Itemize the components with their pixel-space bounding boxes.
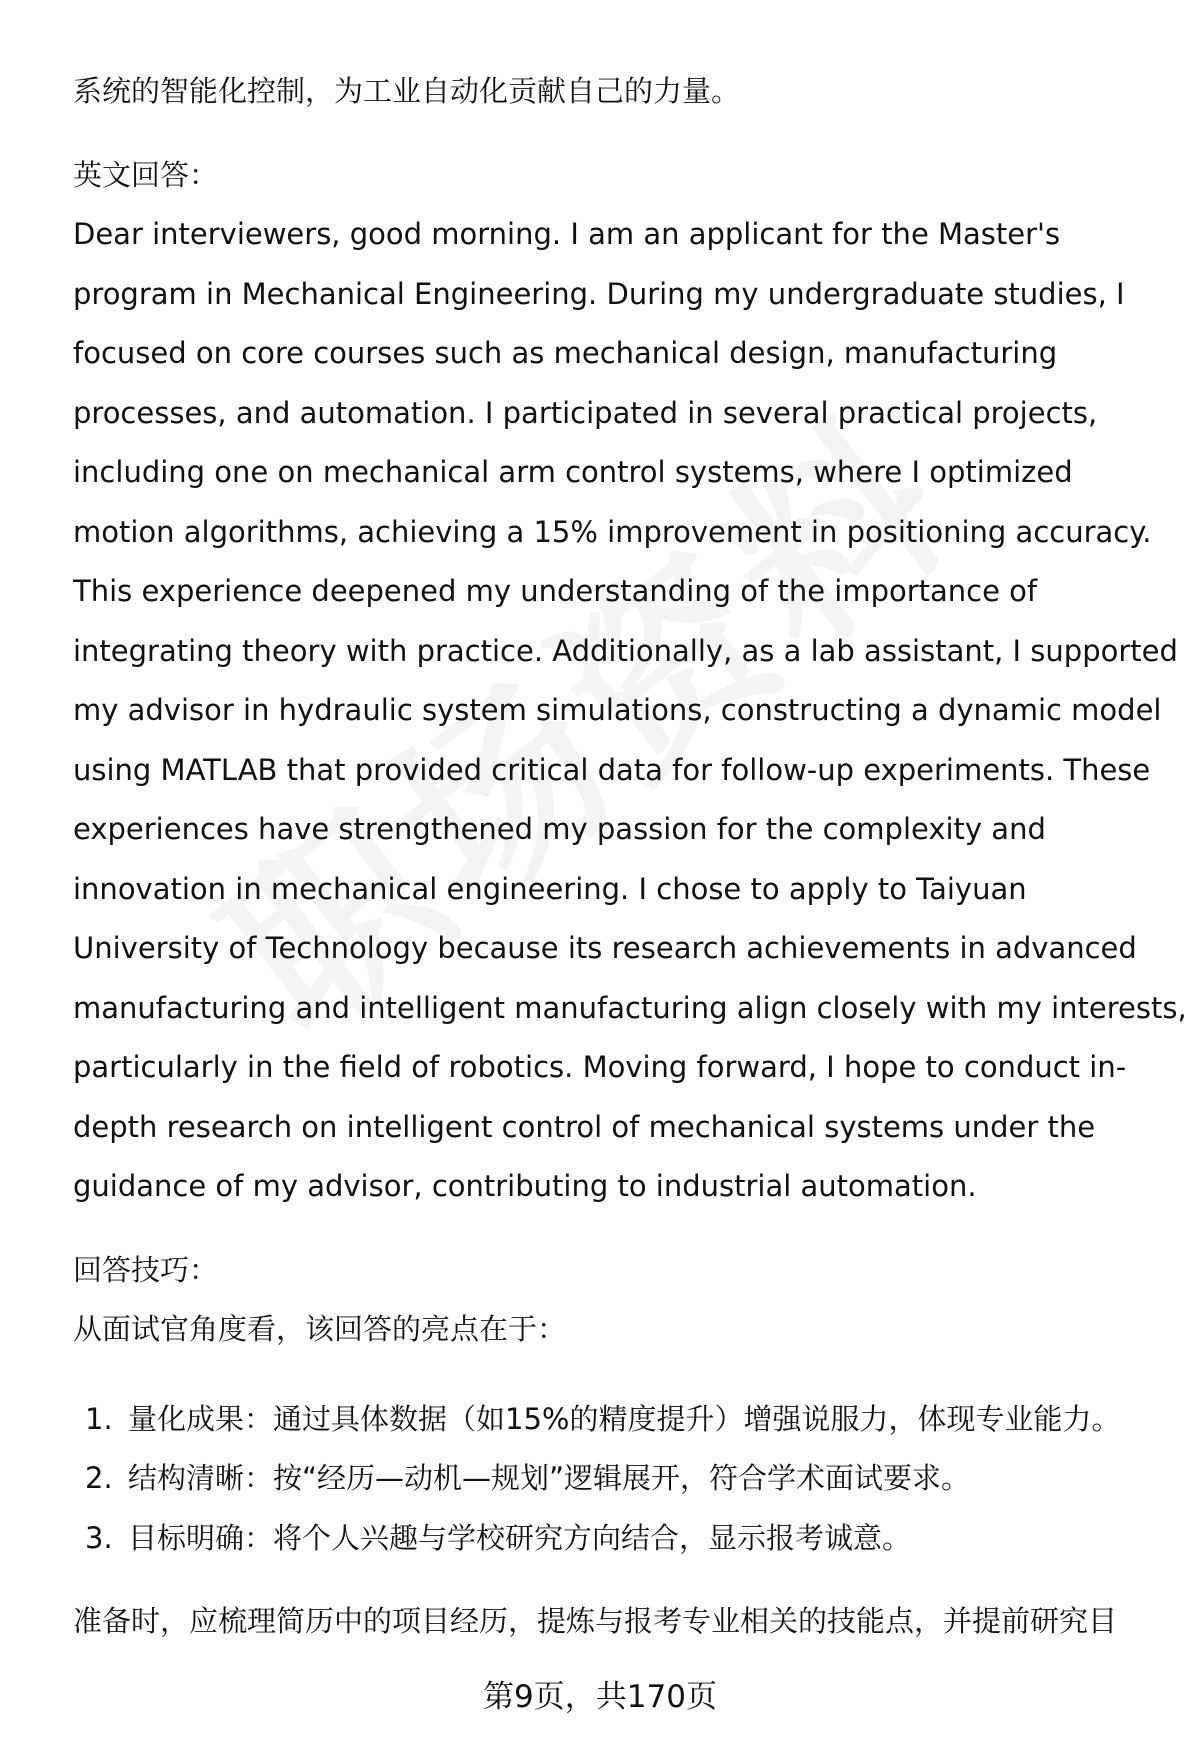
english-answer-line: including one on mechanical arm control systems, where I optimized [73, 455, 1073, 489]
list-number: 2. [85, 1461, 113, 1495]
english-answer-line: motion algorithms, achieving a 15% improvement in positioning accuracy. [73, 514, 1152, 549]
page-content [73, 62, 1187, 1652]
english-answer-line: my advisor in hydraulic system simulations, constructing a dynamic model [73, 693, 1162, 727]
english-answer-line: University of Technology because its research achievements in advanced [73, 931, 1137, 965]
tips-list-item [73, 1509, 1163, 1569]
tips-list-item [73, 1449, 1163, 1509]
english-answer-line: processes, and automation. I participated in several practical projects, [73, 395, 1098, 430]
tips-list-item [73, 1390, 1163, 1450]
english-answer-line: innovation in mechanical engineering. I chose to apply to Taiyuan [73, 871, 1027, 906]
english-answer-line: particularly in the field of robotics. Moving forward, I hope to conduct in- [73, 1050, 1127, 1084]
tips-list [73, 1390, 1163, 1569]
english-answer-line: depth research on intelligent control of mechanical systems under the [73, 1109, 1096, 1144]
list-item-text: 结构清晰：按“经历—动机—规划”逻辑展开，符合学术面试要求。 [128, 1461, 971, 1495]
tips-heading: 回答技巧： [73, 1252, 219, 1287]
tips-closing: 准备时，应梳理简历中的项目经历，提炼与报考专业相关的技能点，并提前研究目 [73, 1604, 1118, 1638]
paragraph-top: 系统的智能化控制，为工业自动化贡献自己的力量。 [73, 74, 741, 108]
english-answer-body [73, 205, 1187, 1217]
english-answer-line: using MATLAB that provided critical data for follow-up experiments. These [73, 752, 1151, 787]
english-answer-line: This experience deepened my understanding of the importance of [73, 574, 1038, 608]
list-number: 3. [85, 1520, 113, 1555]
english-answer-heading: 英文回答： [73, 157, 219, 192]
english-answer-line: Dear interviewers, good morning. I am an applicant for the Master's [73, 217, 1061, 251]
list-item-text: 量化成果：通过具体数据（如15%的精度提升）增强说服力，体现专业能力。 [128, 1401, 1121, 1436]
tips-intro: 从面试官角度看，该回答的亮点在于： [73, 1312, 567, 1346]
english-answer-line: focused on core courses such as mechanical design, manufacturing [73, 336, 1058, 370]
english-answer-line: guidance of my advisor, contributing to industrial automation. [73, 1169, 977, 1203]
english-answer-line: program in Mechanical Engineering. During my undergraduate studies, I [73, 276, 1125, 311]
english-answer-line: manufacturing and intelligent manufacturing align closely with my interests, [73, 990, 1187, 1025]
page-footer: 第9页，共170页 [483, 1679, 717, 1715]
english-answer-line: experiences have strengthened my passion for the complexity and [73, 812, 1046, 846]
english-answer-line: integrating theory with practice. Additionally, as a lab assistant, I supported [73, 633, 1178, 668]
list-number: 1. [85, 1401, 113, 1436]
list-item-text: 目标明确：将个人兴趣与学校研究方向结合，显示报考诚意。 [128, 1520, 912, 1555]
